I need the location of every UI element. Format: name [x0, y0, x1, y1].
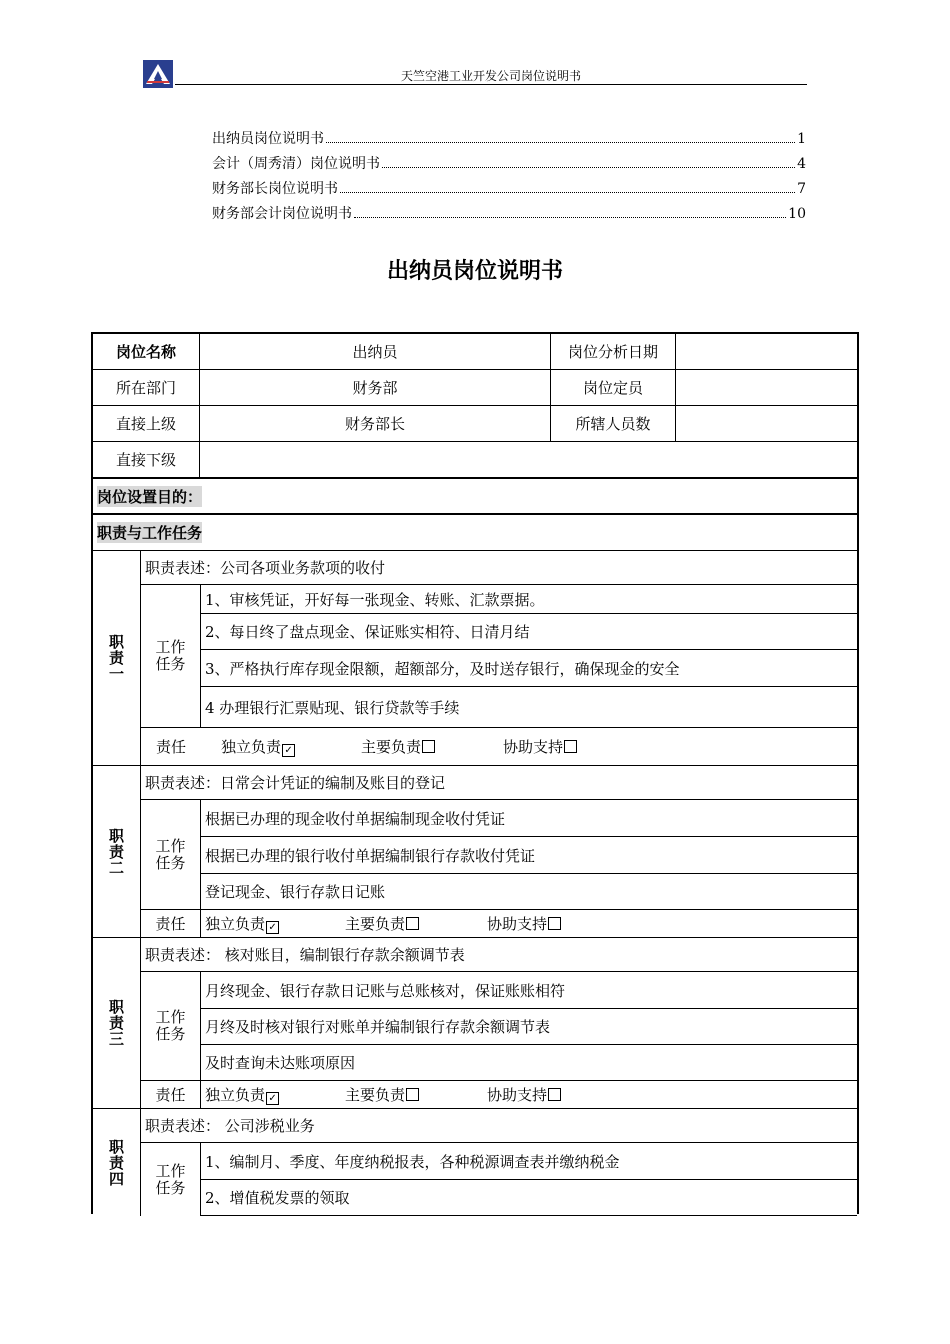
task-label-line: 工作 [155, 1008, 186, 1026]
task-item: 根据已办理的银行收付单据编制银行存款收付凭证 [201, 837, 857, 874]
task-item: 2、每日终了盘点现金、保证账实相符、日清月结 [201, 614, 857, 650]
job-description-form [91, 332, 859, 1214]
header-rule [175, 84, 807, 85]
resp-independent[interactable] [221, 736, 361, 757]
responsibility-label: 责任 [141, 728, 201, 766]
task-label-line: 任务 [155, 853, 186, 872]
toc-leader [354, 217, 786, 218]
page-header [143, 60, 807, 88]
toc-entry[interactable] [212, 203, 806, 228]
analysis-date-label: 岗位分析日期 [551, 334, 676, 370]
toc-leader [326, 142, 795, 143]
responsibility-label: 责任 [141, 1081, 201, 1109]
resp-independent-label: 独立负责 [205, 915, 266, 933]
resp-assist[interactable] [503, 736, 577, 757]
quota-value [676, 370, 857, 406]
task-item: 4 办理银行汇票贴现、银行贷款等手续 [201, 687, 857, 728]
duty-title: 职责二 [93, 766, 141, 938]
duty-description: 职责表述： 公司涉税业务 [141, 1109, 857, 1143]
responsibility-label: 责任 [141, 910, 201, 938]
resp-assist-label: 协助支持 [503, 738, 564, 756]
duty-description: 职责表述： 核对账目，编制银行存款余额调节表 [141, 938, 857, 972]
resp-independent[interactable] [205, 1084, 345, 1105]
toc-leader [382, 167, 795, 168]
resp-assist[interactable] [487, 913, 561, 934]
task-item: 月终及时核对银行对账单并编制银行存款余额调节表 [201, 1009, 857, 1045]
purpose-row [93, 479, 857, 515]
task-item: 3、严格执行库存现金限额，超额部分，及时送存银行，确保现金的安全 [201, 650, 857, 687]
duty-title: 职责四 [93, 1109, 141, 1216]
task-item: 1、审核凭证，开好每一张现金、转账、汇款票据。 [201, 585, 857, 614]
toc-entry-label: 出纳员岗位说明书 [212, 131, 324, 147]
staff-count-value [676, 406, 857, 442]
duty-description: 职责表述：公司各项业务款项的收付 [141, 551, 857, 585]
analysis-date-value [676, 334, 857, 370]
toc-entry-label: 财务部长岗位说明书 [212, 181, 338, 197]
resp-assist-label: 协助支持 [487, 915, 548, 933]
task-label-line: 任务 [155, 655, 186, 673]
toc-page-number: 4 [797, 156, 806, 172]
resp-main-label: 主要负责 [345, 1086, 406, 1104]
department-value: 财务部 [200, 370, 551, 406]
checkbox-icon[interactable] [564, 740, 577, 753]
toc-leader [340, 192, 795, 193]
header-title: 天竺空港工业开发公司岗位说明书 [400, 69, 581, 83]
task-label-line: 工作 [155, 638, 186, 656]
checkbox-icon[interactable] [548, 1088, 561, 1101]
company-logo-icon [143, 60, 173, 88]
superior-value: 财务部长 [200, 406, 551, 442]
subordinate-label: 直接下级 [93, 442, 200, 479]
duty-description: 职责表述：日常会计凭证的编制及账目的登记 [141, 766, 857, 800]
task-item: 及时查询未达账项原因 [201, 1045, 857, 1081]
resp-assist-label: 协助支持 [487, 1086, 548, 1104]
resp-assist[interactable] [487, 1084, 561, 1105]
staff-count-label: 所辖人员数 [551, 406, 676, 442]
resp-independent-label: 独立负责 [205, 1086, 266, 1104]
toc-entry-label: 会计（周秀清）岗位说明书 [212, 156, 380, 172]
resp-main-label: 主要负责 [361, 738, 422, 756]
task-item: 2、增值税发票的领取 [201, 1180, 857, 1216]
checked-box-icon[interactable]: ✓ [282, 744, 295, 757]
task-label [141, 800, 201, 910]
resp-independent[interactable] [205, 913, 345, 934]
checkbox-icon[interactable] [406, 1088, 419, 1101]
duties-header-row [93, 515, 857, 551]
duty-title: 职责三 [93, 938, 141, 1109]
task-item: 根据已办理的现金收付单据编制现金收付凭证 [201, 800, 857, 837]
subordinate-value [200, 442, 857, 479]
quota-label: 岗位定员 [551, 370, 676, 406]
checked-box-icon[interactable]: ✓ [266, 1092, 279, 1105]
resp-main[interactable] [361, 736, 503, 757]
checkbox-icon[interactable] [548, 917, 561, 930]
toc-entry-label: 财务部会计岗位说明书 [212, 206, 352, 222]
toc-entry[interactable] [212, 153, 806, 178]
responsibility-options [201, 1081, 857, 1109]
task-label [141, 972, 201, 1081]
position-name-value: 出纳员 [200, 334, 551, 370]
task-label [141, 585, 201, 728]
checkbox-icon[interactable] [406, 917, 419, 930]
resp-main[interactable] [345, 913, 487, 934]
responsibility-options [201, 728, 857, 766]
task-item: 1、编制月、季度、年度纳税报表，各种税源调查表并缴纳税金 [201, 1143, 857, 1180]
department-label: 所在部门 [93, 370, 200, 406]
toc-page-number: 1 [797, 131, 806, 147]
checked-box-icon[interactable]: ✓ [266, 921, 279, 934]
task-item: 月终现金、银行存款日记账与总账核对，保证账账相符 [201, 972, 857, 1009]
duties-label: 职责与工作任务 [97, 524, 203, 542]
toc-page-number: 10 [788, 206, 806, 222]
position-name-label: 岗位名称 [93, 334, 200, 370]
task-label-line: 任务 [155, 1178, 186, 1197]
checkbox-icon[interactable] [422, 740, 435, 753]
toc-entry[interactable] [212, 128, 806, 153]
task-label-line: 工作 [155, 1161, 186, 1180]
resp-independent-label: 独立负责 [221, 738, 282, 756]
superior-label: 直接上级 [93, 406, 200, 442]
task-label [141, 1143, 201, 1216]
resp-main-label: 主要负责 [345, 915, 406, 933]
task-item: 登记现金、银行存款日记账 [201, 874, 857, 910]
toc-page-number: 7 [797, 181, 806, 197]
purpose-label: 岗位设置目的： [97, 487, 203, 506]
toc-entry[interactable] [212, 178, 806, 203]
table-of-contents [212, 128, 806, 228]
duty-title: 职责一 [93, 551, 141, 766]
document-title: 出纳员岗位说明书 [386, 259, 563, 284]
task-label-line: 任务 [155, 1025, 186, 1043]
task-label-line: 工作 [155, 836, 186, 855]
resp-main[interactable] [345, 1084, 487, 1105]
responsibility-options [201, 910, 857, 938]
